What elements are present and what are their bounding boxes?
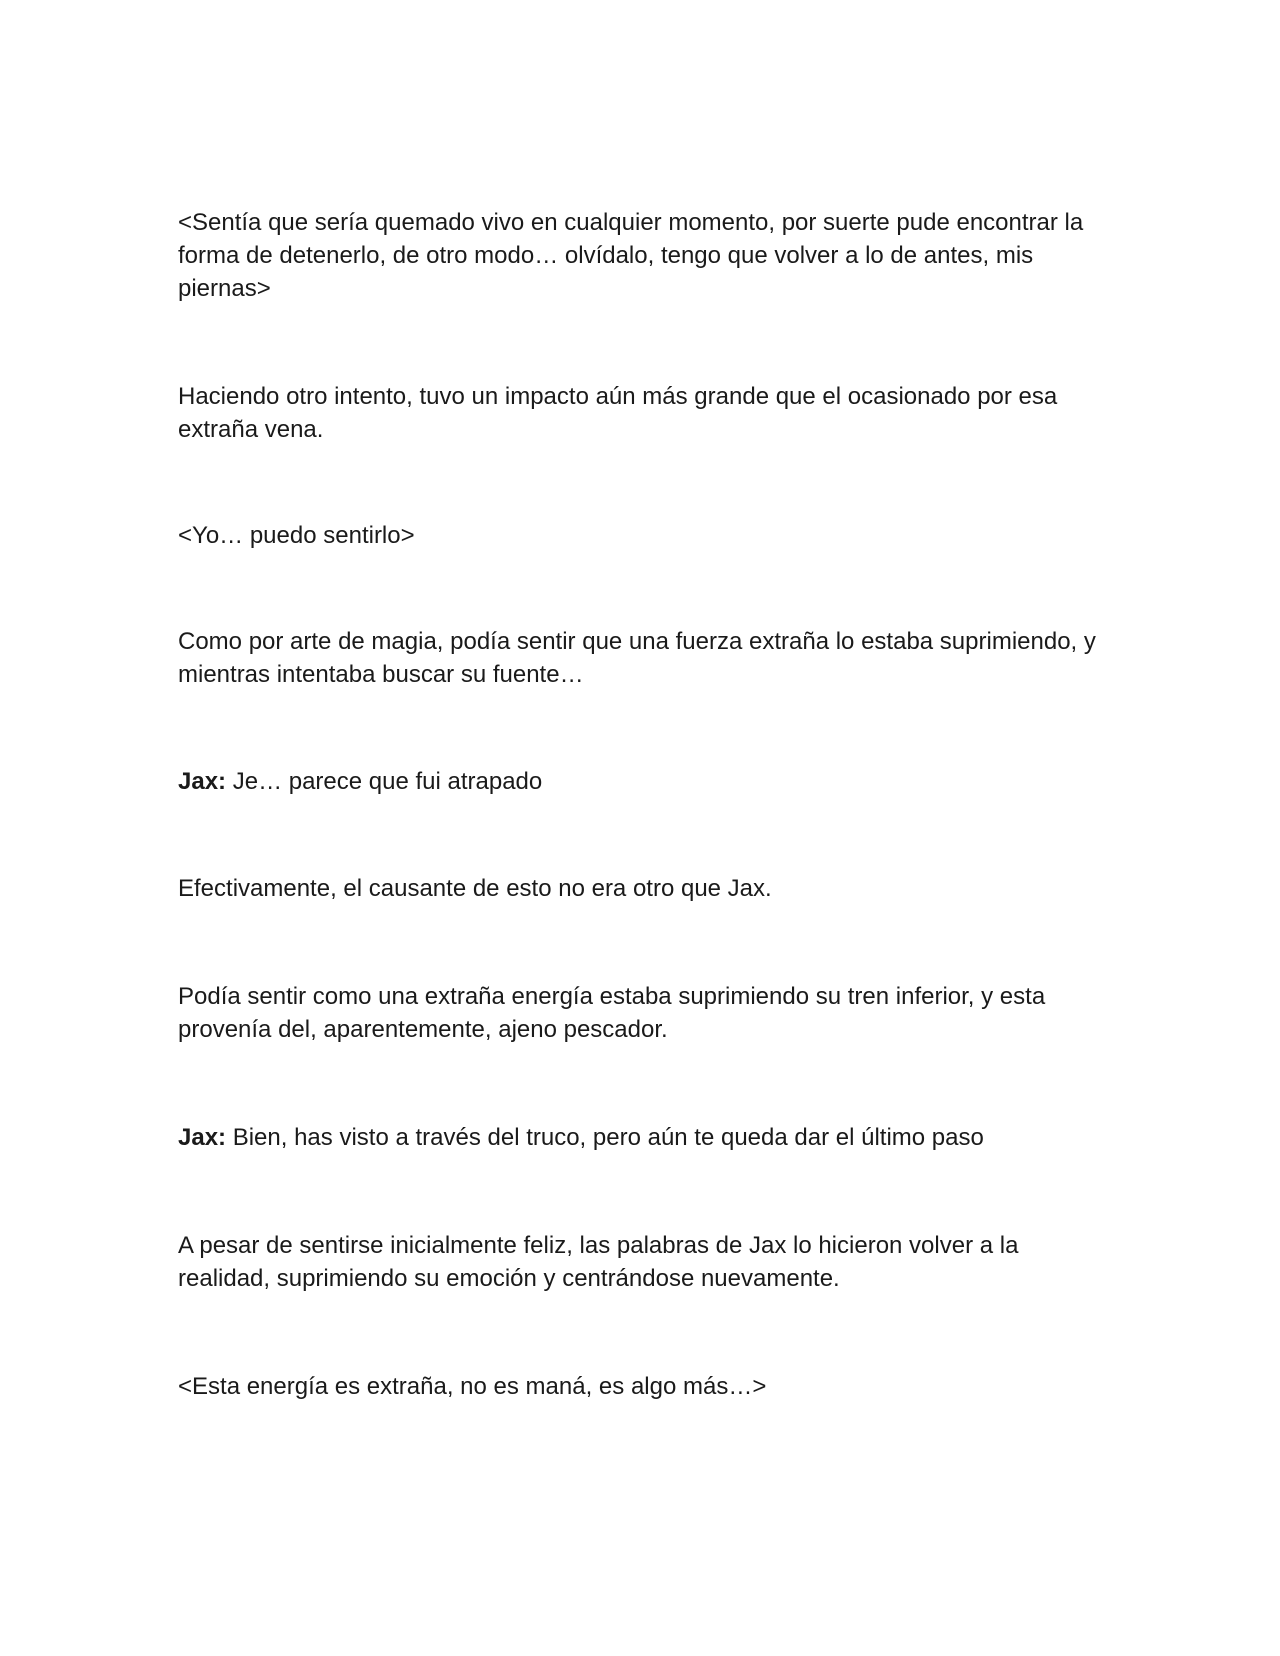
- paragraph-text: <Sentía que sería quemado vivo en cualquier momento, por suerte pude encontrar la forma de detenerlo, de otro modo… olvídalo, tengo que volver a lo de antes, mis piernas>: [178, 209, 1084, 302]
- paragraph-narration-9: [178, 1229, 1108, 1295]
- paragraph-text: Como por arte de magia, podía sentir que una fuerza extraña lo estaba suprimiendo, y mientras intentaba buscar su fuente…: [178, 628, 1096, 688]
- paragraph-narration-4: [178, 625, 1108, 691]
- paragraph-narration-2: [178, 380, 1108, 446]
- dialogue-text: Bien, has visto a través del truco, pero aún te queda dar el último paso: [226, 1124, 984, 1151]
- paragraph-narration-6: [178, 872, 1108, 905]
- paragraph-narration-1: [178, 206, 1108, 305]
- paragraph-narration-7: [178, 980, 1108, 1046]
- paragraph-thought-10: [178, 1370, 1108, 1403]
- paragraph-dialogue-8: [178, 1121, 1108, 1154]
- paragraph-text: <Esta energía es extraña, no es maná, es algo más…>: [178, 1373, 767, 1400]
- paragraph-text: Efectivamente, el causante de esto no era otro que Jax.: [178, 875, 772, 902]
- paragraph-text: <Yo… puedo sentirlo>: [178, 522, 415, 549]
- paragraph-text: Haciendo otro intento, tuvo un impacto aún más grande que el ocasionado por esa extraña vena.: [178, 383, 1058, 443]
- speaker-name: Jax:: [178, 1124, 227, 1151]
- dialogue-text: Je… parece que fui atrapado: [226, 768, 543, 795]
- speaker-name: Jax:: [178, 768, 227, 795]
- paragraph-dialogue-5: [178, 765, 1108, 798]
- paragraph-text: A pesar de sentirse inicialmente feliz, las palabras de Jax lo hicieron volver a la realidad, suprimiendo su emoción y centrándose nuevamente.: [178, 1232, 1019, 1292]
- paragraph-text: Podía sentir como una extraña energía estaba suprimiendo su tren inferior, y esta provenía del, aparentemente, ajeno pescador.: [178, 983, 1046, 1043]
- paragraph-thought-3: [178, 519, 1108, 552]
